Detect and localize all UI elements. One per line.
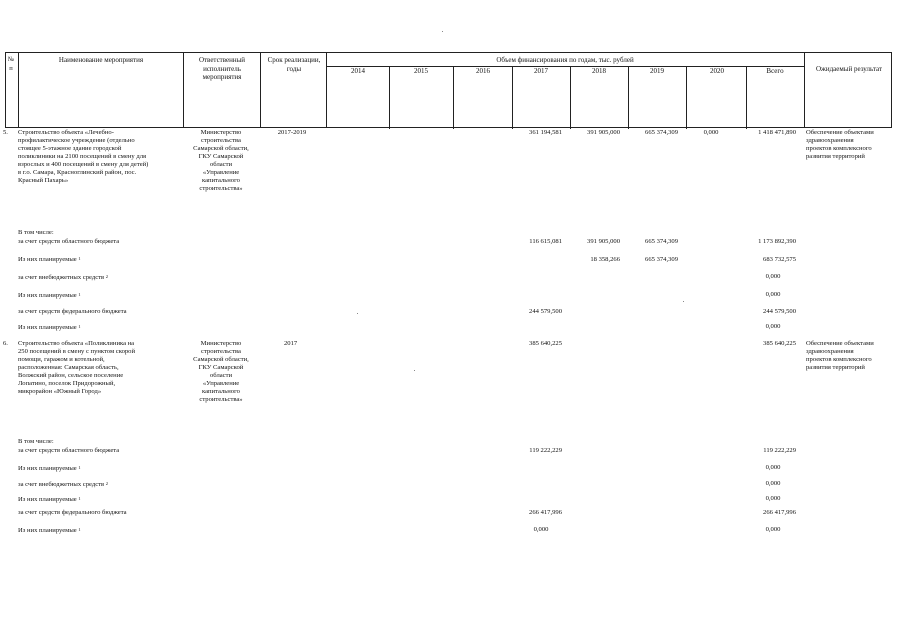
scan-speck: [414, 370, 415, 371]
year-2014: 2014: [351, 67, 365, 75]
year-2016: 2016: [476, 67, 490, 75]
item-total: 1 418 471,890: [758, 129, 796, 136]
year-2019: 2019: [650, 67, 664, 75]
sub-header: В том числе:: [18, 229, 54, 236]
scan-speck: [357, 313, 358, 314]
header-result: Ожидаемый результат: [815, 65, 883, 73]
item-2017: 385 640,225: [529, 340, 562, 347]
item-num: 6.: [3, 340, 8, 347]
year-2018: 2018: [592, 67, 606, 75]
document-page: № п Наименование мероприятия Ответственный исполнитель мероприятия Срок реализации, годы Объем финансирования по годам, тыс. рублей Ожидаемый результат 2014 2015 2016 2017 2018 2019 2020 Всего 5. Строительство объекта «Лечебно- профилактическое учреждение (отдельно стоящее 5-этажное здание городской поликлиники на 2100 посещений в смену для взрослых и 400 посещений в смену для детей) в г.о. Самара, Красноглинский район, пос. Красный Пахарь» Министерство строительства Самарской области, ГКУ Самарской области «Управление капитального строительства» 2017-2019 361 194,581 391 905,000 665 374,309 0,000 1 418 471,890 Обеспечение объектами здравоохранения проектов комплексного развития территорий В том числе: за счет средств областного бюджета 116 615,081 391 905,000 665 374,309 1 173 892,390 Из них планируемые $^1$ 18 358,266 665 374,309 683 732,575 за счет внебюджетных средств $^2$ 0,000 Из них планируемые $^1$ 0,000 за счет средств федерального бюджета 244 579,500 244 579,500 Из них планируемые $^1$ 0,000 6. Строительство объекта «Поликлиника на 250 посещений в смену с пунктом скорой помощи, гаражом и котельной, расположенная: Самарская область, Волжский район, сельское поселение Лопатино, поселок Придорожный, микрорайон «Южный Город» Министерство строительства Самарской области, ГКУ Самарской области «Управление капитального строительства» 2017 385 640,225 385 640,225 Обеспечение объектами здравоохранения проектов комплексного развития территорий В том числе: за счет средств областного бюджета 119 222,229 119 222,229 Из них планируемые $^1$ 0,000 за счет внебюджетных средств $^2$ 0,000 Из них планируемые $^1$ 0,000 за счет средств федерального бюджета 266 417,996 266 417,996 Из них планируемые $^1$ 0,000 0,000: [0, 0, 905, 640]
sub-header: В том числе:: [18, 438, 54, 445]
year-2017: 2017: [534, 67, 548, 75]
item-2020: 0,000: [703, 129, 719, 136]
item-term: 2017: [284, 340, 298, 347]
header-num: № п: [7, 56, 15, 72]
header-responsible: Ответственный исполнитель мероприятия: [198, 56, 246, 81]
scan-speck: [442, 31, 443, 32]
item-term: 2017-2019: [277, 129, 307, 136]
item-2018: 391 905,000: [587, 129, 620, 136]
header-name: Наименование мероприятия: [58, 56, 144, 64]
item-total: 385 640,225: [763, 340, 796, 347]
header-funding: Объем финансирования по годам, тыс. рублей: [496, 56, 634, 64]
scan-speck: [683, 301, 684, 302]
year-2015: 2015: [414, 67, 428, 75]
item-2017: 361 194,581: [529, 129, 562, 136]
header-term: Срок реализации, годы: [267, 56, 321, 73]
year-total: Всего: [766, 67, 784, 75]
year-2020: 2020: [710, 67, 724, 75]
table-header: [5, 52, 892, 128]
item-num: 5.: [3, 129, 8, 136]
item-2019: 665 374,309: [645, 129, 678, 136]
